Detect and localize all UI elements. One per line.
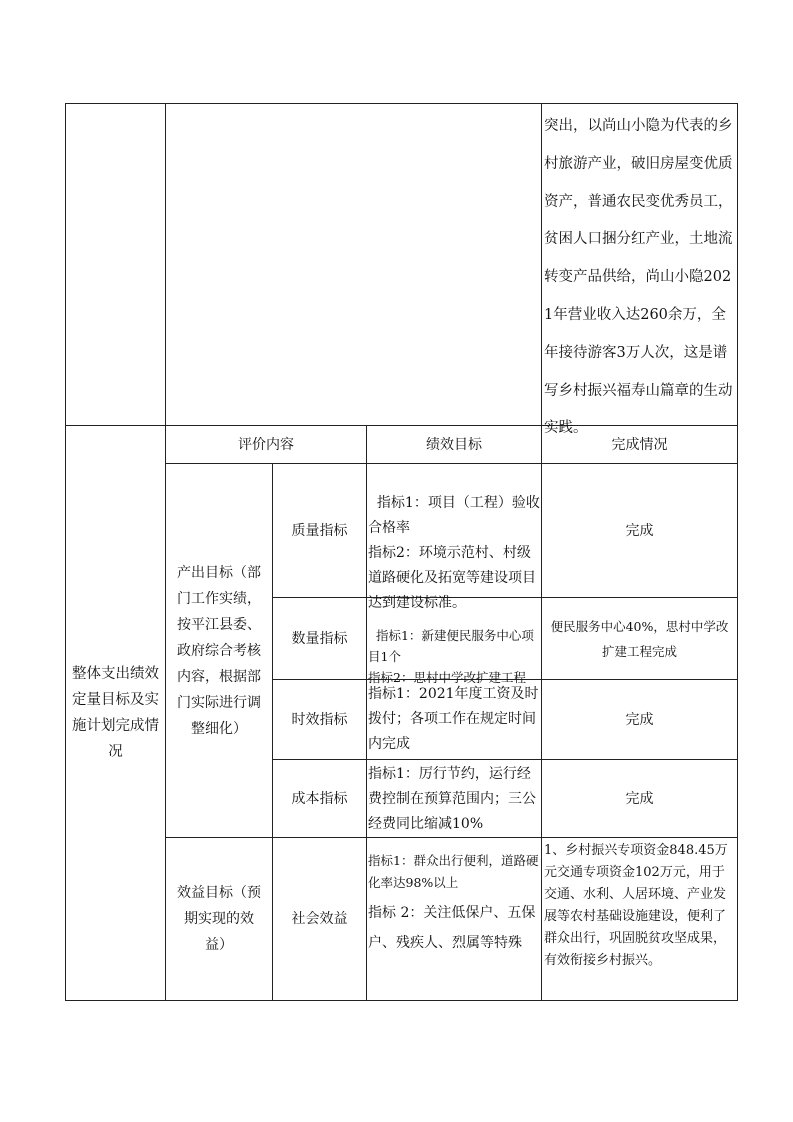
output-goal (166, 464, 272, 837)
header-status (542, 426, 737, 463)
target-quality (368, 466, 540, 611)
status-timeliness (542, 680, 737, 759)
indicator-quantity (273, 598, 366, 679)
indicator-label: 数量指标 (291, 630, 348, 647)
output-goal-text: 产出目标（部门工作实绩，按平江县委、政府综合考核内容，根据部门实际进行调整细化） (177, 564, 261, 737)
status-text: 1、乡村振兴专项资金848.45万元交通专项资金102万元，用于交通、水利、人居环境、产业发展等农村基础设施建设，便利了群众出行，巩固脱贫攻坚成果，有效衔接乡村振兴。 (544, 843, 728, 968)
rule (737, 103, 738, 1001)
header-eval (166, 426, 366, 463)
indicator-quality (273, 464, 366, 597)
status-quality (542, 464, 737, 597)
status-text: 完成 (625, 790, 654, 807)
target-text: 指标1：2021年度工资及时拨付；各项工作在规定时间内完成 (368, 686, 539, 752)
indicator-label: 成本指标 (291, 790, 348, 807)
indicator-timeliness (273, 680, 366, 759)
indicator-label: 时效指标 (291, 711, 348, 728)
target-line-2: 指标 2：关注低保户、五保户、残疾人、烈属等特殊 (368, 905, 536, 951)
target-cost (368, 762, 540, 836)
indicator-social (273, 838, 366, 1000)
indicator-label: 质量指标 (291, 522, 348, 539)
benefit-goal (166, 838, 272, 1000)
target-social (368, 850, 540, 998)
header-status-text: 完成情况 (611, 436, 668, 453)
header-target (367, 426, 541, 463)
status-social (544, 840, 736, 998)
top-paragraph: 突出，以尚山小隐为代表的乡村旅游产业，破旧房屋变优质资产，普通农民变优秀员工，贫困人口捆分红产业，土地流转变产品供给，尚山小隐2021年营业收入达260余万，全年接待游客3万人次，这是谱写乡村振兴福寿山篇章的生动实践。 (544, 118, 733, 437)
status-text: 完成 (625, 711, 654, 728)
benefit-goal-text: 效益目标（预期实现的效益） (177, 885, 261, 953)
section-title-text: 整体支出绩效定量目标及实施计划完成情况 (72, 666, 159, 760)
header-eval-text: 评价内容 (238, 436, 294, 453)
section-title (66, 426, 165, 1000)
header-target-text: 绩效目标 (426, 436, 482, 453)
target-timeliness (368, 682, 540, 758)
target-line-1: 指标1：群众出行便利，道路硬化率达98%以上 (368, 853, 539, 890)
indicator-cost (273, 760, 366, 837)
status-cost (542, 760, 737, 837)
indicator-label: 社会效益 (291, 911, 348, 927)
target-text: 指标1：厉行节约，运行经费控制在预算范围内；三公经费同比缩减10% (368, 766, 536, 832)
status-text: 便民服务中心40%，思村中学改扩建工程完成 (550, 618, 729, 659)
target-text: 指标1：新建便民服务中心项目1个 指标2：思村中学改扩建工程 (368, 628, 534, 685)
target-quantity (368, 604, 540, 685)
rule (366, 425, 367, 1001)
status-text: 完成 (625, 522, 654, 539)
status-quantity (542, 598, 737, 679)
target-text: 指标1：项目（工程）验收合格率 指标2：环境示范村、村级道路硬化及拓宽等建设项目达到建设标准。 (368, 495, 540, 611)
